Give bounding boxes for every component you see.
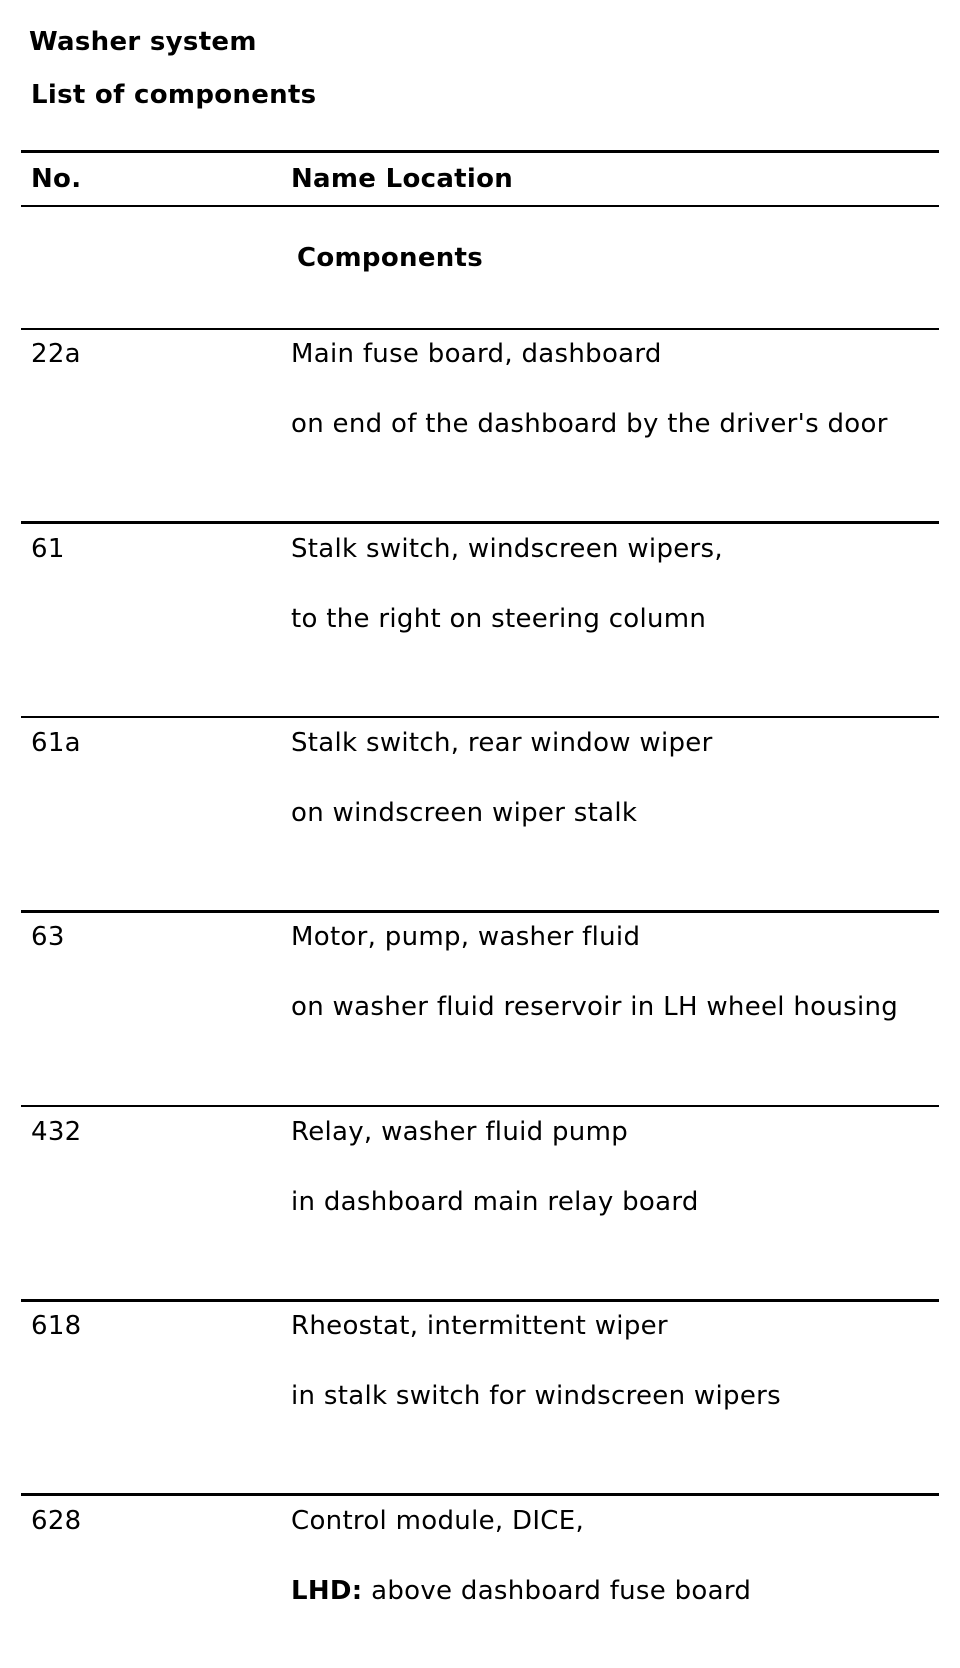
row-divider bbox=[21, 910, 939, 913]
row-name: Rheostat, intermittent wiper bbox=[291, 1311, 668, 1341]
section-label-components: Components bbox=[297, 243, 484, 273]
row-number: 618 bbox=[31, 1311, 82, 1341]
row-location: on washer fluid reservoir in LH wheel housing bbox=[291, 992, 899, 1022]
header-bottom-rule bbox=[21, 205, 939, 207]
document-subtitle: List of components bbox=[31, 80, 317, 110]
row-divider bbox=[21, 716, 939, 718]
header-name-location: Name Location bbox=[291, 164, 514, 194]
row-number: 63 bbox=[31, 922, 65, 952]
header-number: No. bbox=[31, 164, 82, 194]
row-number: 22a bbox=[31, 339, 81, 369]
row-divider bbox=[21, 1493, 939, 1496]
row-location: on end of the dashboard by the driver's door bbox=[291, 409, 888, 439]
row-name: Control module, DICE, bbox=[291, 1506, 585, 1536]
location-text: above dashboard fuse board bbox=[371, 1576, 752, 1606]
row-location bbox=[291, 1576, 751, 1606]
row-name: Motor, pump, washer fluid bbox=[291, 922, 641, 952]
row-number: 61 bbox=[31, 534, 65, 564]
row-name: Stalk switch, windscreen wipers, bbox=[291, 534, 723, 564]
document-title: Washer system bbox=[29, 27, 257, 57]
row-divider bbox=[21, 328, 939, 330]
row-divider bbox=[21, 1299, 939, 1302]
row-number: 61a bbox=[31, 728, 81, 758]
row-number: 432 bbox=[31, 1117, 82, 1147]
row-location: on windscreen wiper stalk bbox=[291, 798, 638, 828]
row-name: Main fuse board, dashboard bbox=[291, 339, 662, 369]
row-name: Stalk switch, rear window wiper bbox=[291, 728, 713, 758]
row-divider bbox=[21, 521, 939, 524]
table-top-rule bbox=[21, 150, 939, 153]
row-name: Relay, washer fluid pump bbox=[291, 1117, 628, 1147]
row-location: in dashboard main relay board bbox=[291, 1187, 699, 1217]
row-divider bbox=[21, 1105, 939, 1107]
row-number: 628 bbox=[31, 1506, 82, 1536]
location-prefix: LHD: bbox=[291, 1576, 363, 1606]
row-location: in stalk switch for windscreen wipers bbox=[291, 1381, 781, 1411]
row-location: to the right on steering column bbox=[291, 604, 707, 634]
